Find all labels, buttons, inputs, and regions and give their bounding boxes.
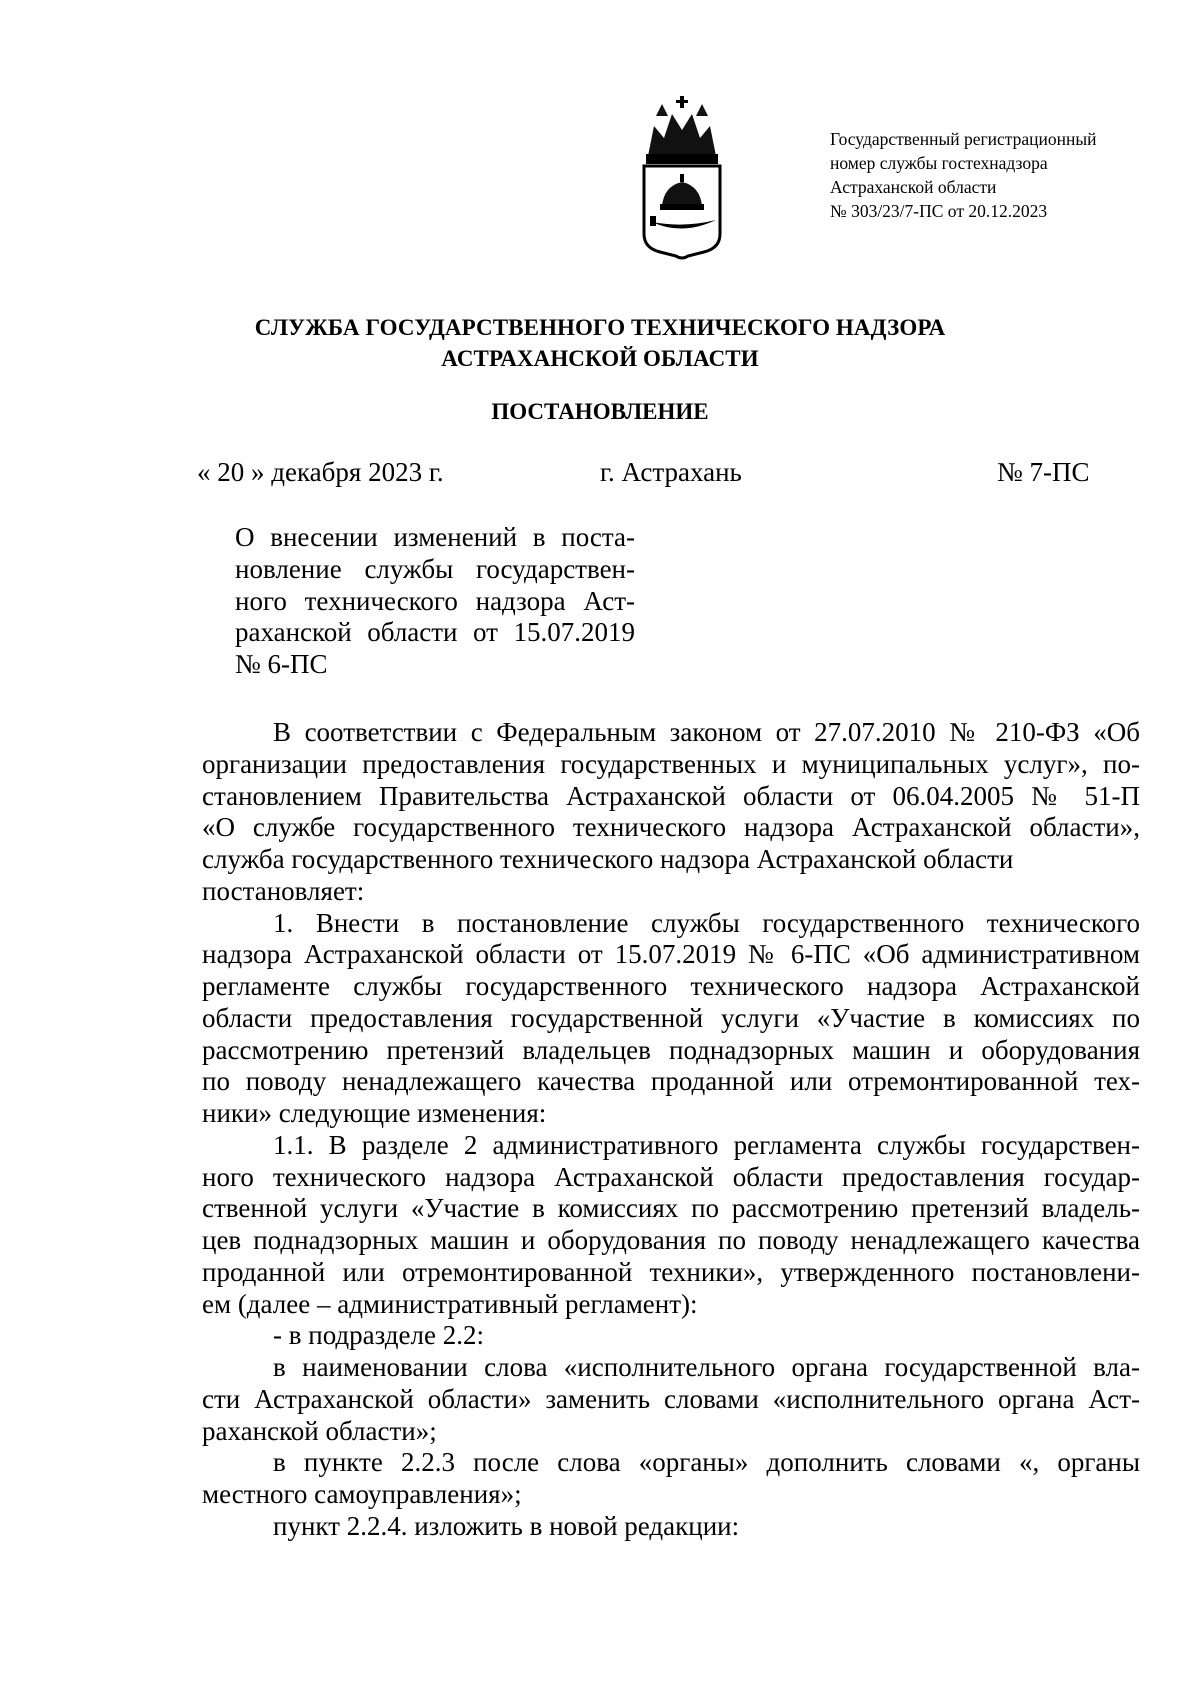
body-line: области предоставления государственной услуги «Участие в комиссиях по bbox=[202, 1002, 1140, 1033]
document-subject bbox=[235, 522, 635, 681]
document-body bbox=[202, 717, 1140, 1543]
body-line: надзора Астраханской области от 15.07.2019 № 6-ПС «Об административном bbox=[202, 939, 1140, 970]
body-line: раханской области»; bbox=[202, 1415, 437, 1446]
document-type: ПОСТАНОВЛЕНИЕ bbox=[491, 399, 709, 424]
body-line: служба государственного технического надзора Астраханской области bbox=[202, 844, 1014, 874]
registration-line: Государственный регистрационный bbox=[830, 129, 1097, 149]
body-line: 1. Внести в постановление службы государственного технического bbox=[273, 907, 1140, 938]
subject-line: новление службы государствен- bbox=[235, 553, 635, 584]
body-line: сти Астраханской области» заменить словами «исполнительного органа Аст- bbox=[202, 1383, 1140, 1414]
body-line: местного самоуправления»; bbox=[202, 1479, 522, 1509]
body-line: В соответствии с Федеральным законом от 27.07.2010 № 210-ФЗ «Об bbox=[273, 717, 1140, 747]
document-number: № 7-ПС bbox=[997, 457, 1090, 487]
registration-number-block bbox=[830, 127, 1160, 223]
body-line: - в подразделе 2.2: bbox=[273, 1320, 484, 1351]
astrakhan-coat-of-arms-icon bbox=[634, 96, 730, 264]
subject-line: раханской области от 15.07.2019 bbox=[235, 617, 635, 648]
subject-line: О внесении изменений в поста- bbox=[235, 522, 635, 552]
body-line: постановляет: bbox=[202, 875, 365, 906]
body-line: пункт 2.2.4. изложить в новой редакции: bbox=[273, 1510, 740, 1541]
registration-line: номер службы гостехнадзора bbox=[830, 153, 1048, 173]
body-line: ственной услуги «Участие в комиссиях по рассмотрению претензий владель- bbox=[202, 1193, 1140, 1224]
body-line: организации предоставления государственных и муниципальных услуг», по- bbox=[202, 748, 1140, 779]
body-line: в пункте 2.2.3 после слова «органы» дополнить словами «, органы bbox=[273, 1447, 1140, 1478]
body-line: 1.1. В разделе 2 административного регламента службы государствен- bbox=[273, 1129, 1140, 1160]
body-line: цев поднадзорных машин и оборудования по поводу ненадлежащего качества bbox=[202, 1225, 1140, 1255]
registration-line: № 303/23/7-ПС от 20.12.2023 bbox=[830, 201, 1048, 221]
body-line: по поводу ненадлежащего качества проданной или отремонтированной тех- bbox=[202, 1066, 1140, 1097]
organization-name-line: АСТРАХАНСКОЙ ОБЛАСТИ bbox=[441, 346, 759, 371]
body-line: ем (далее – административный регламент): bbox=[202, 1288, 698, 1319]
body-line: ного технического надзора Астраханской области предоставления государ- bbox=[202, 1161, 1140, 1192]
body-line: в наименовании слова «исполнительного органа государственной вла- bbox=[273, 1352, 1140, 1382]
body-line: рассмотрению претензий владельцев поднадзорных машин и оборудования bbox=[202, 1034, 1140, 1065]
document-date: « 20 » декабря 2023 г. bbox=[197, 457, 444, 487]
organization-name-line: СЛУЖБА ГОСУДАРСТВЕННОГО ТЕХНИЧЕСКОГО НАДЗОРА bbox=[254, 315, 946, 340]
registration-line: Астраханской области bbox=[830, 177, 997, 197]
organization-name bbox=[0, 312, 1200, 374]
document-city: г. Астрахань bbox=[600, 457, 742, 487]
body-line: проданной или отремонтированной техники», утвержденного постановлени- bbox=[202, 1256, 1140, 1287]
subject-line: ного технического надзора Аст- bbox=[235, 585, 635, 616]
body-line: регламенте службы государственного технического надзора Астраханской bbox=[202, 971, 1140, 1001]
body-line: становлением Правительства Астраханской области от 06.04.2005 № 51-П bbox=[202, 780, 1140, 811]
subject-line: № 6-ПС bbox=[235, 649, 328, 680]
body-line: «О службе государственного технического надзора Астраханской области», bbox=[202, 812, 1140, 843]
body-line: ники» следующие изменения: bbox=[202, 1098, 547, 1128]
